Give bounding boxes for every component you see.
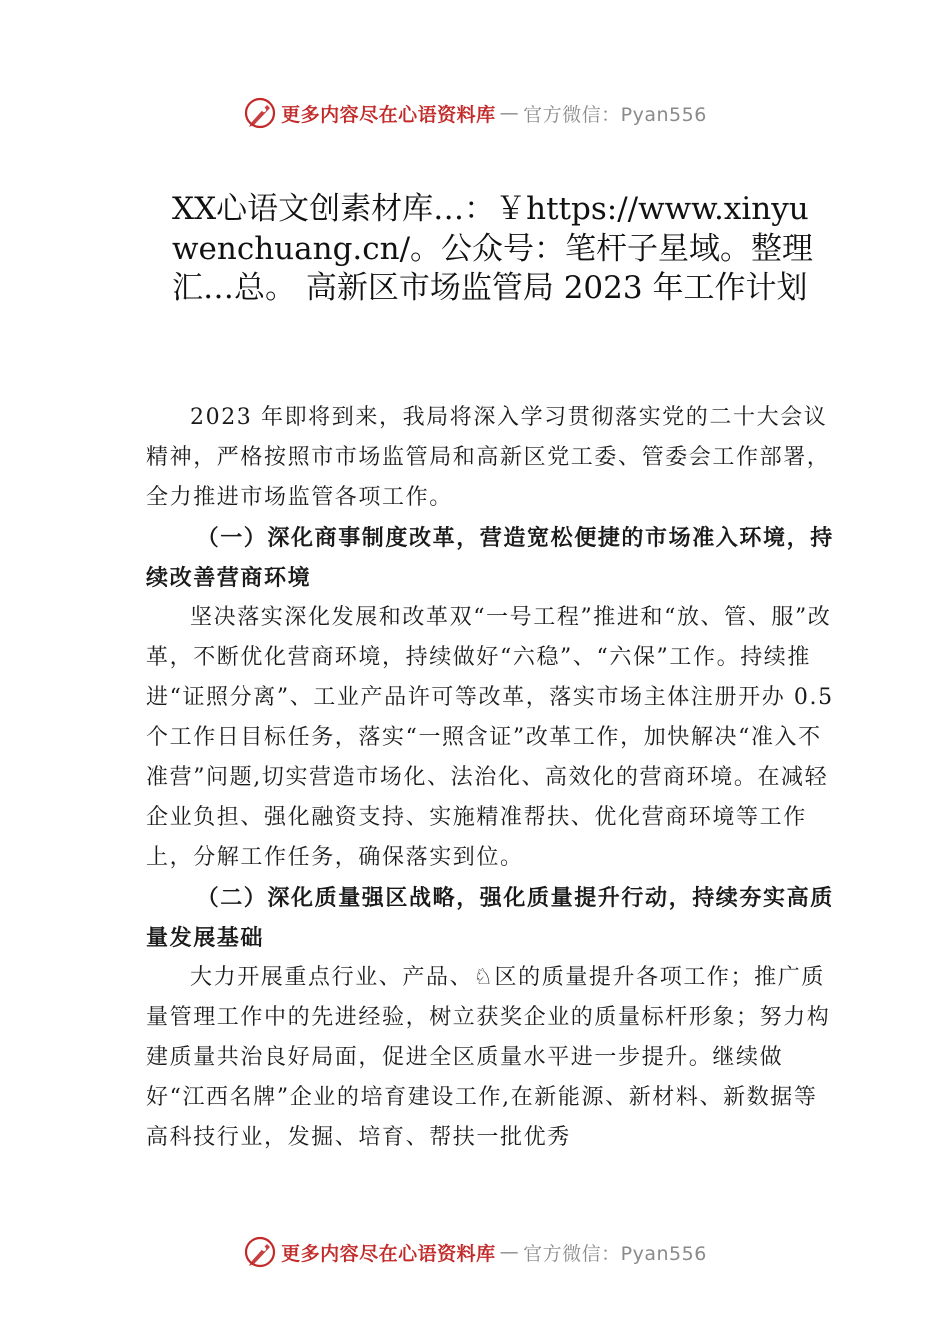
document-body: [146, 398, 840, 1158]
footer-watermark: [0, 1235, 950, 1269]
pen-logo-icon: [243, 1235, 277, 1269]
watermark-label: 更多内容尽在心语资料库: [281, 103, 496, 126]
watermark-label: 更多内容尽在心语资料库: [281, 1242, 496, 1265]
watermark-contact: 官方微信：Pyan556: [523, 1242, 707, 1265]
watermark-contact: 官方微信：Pyan556: [523, 103, 707, 126]
section-heading-1: （一）深化商事制度改革，营造宽松便捷的市场准入环境，持续改善营商环境: [146, 525, 834, 591]
paragraph-section-2: 大力开展重点行业、产品、♘区的质量提升各项工作；推广质量管理工作中的先进经验，树立获奖企业的质量标杆形象；努力构建质量共治良好局面，促进全区质量水平进一步提升。继续做好“江西名牌”企业的培育建设工作,在新能源、新材料、新数据等高科技行业，发掘、培育、帮扶一批优秀: [146, 965, 831, 1150]
paragraph-intro: 2023 年即将到来，我局将深入学习贯彻落实党的二十大会议精神，严格按照市市场监管局和高新区党工委、管委会工作部署，全力推进市场监管各项工作。: [146, 405, 831, 510]
header-watermark: [0, 96, 950, 130]
document-title: XX心语文创素材库…：￥https://www.xinyuwenchuang.cn/。公众号：笔杆子星域。整理汇…总。 高新区市场监管局 2023 年工作计划: [172, 191, 814, 306]
watermark-separator: —: [499, 1241, 520, 1263]
pen-logo-icon: [243, 96, 277, 130]
watermark-separator: —: [499, 102, 520, 124]
section-heading-2: （二）深化质量强区战略，强化质量提升行动，持续夯实高质量发展基础: [146, 885, 834, 951]
paragraph-section-1: 坚决落实深化发展和改革双“一号工程”推进和“放、管、服”改革，不断优化营商环境，持续做好“六稳”、“六保”工作。持续推进“证照分离”、工业产品许可等改革，落实市场主体注册开办 0.5 个工作日目标任务，落实“一照含证”改革工作，加快解决“准入不准营”问题,切实营造市场化、法治化、高效化的营商环境。在减轻企业负担、强化融资支持、实施精准帮扶、优化营商环境等工作上，分解工作任务，确保落实到位。: [146, 605, 834, 870]
